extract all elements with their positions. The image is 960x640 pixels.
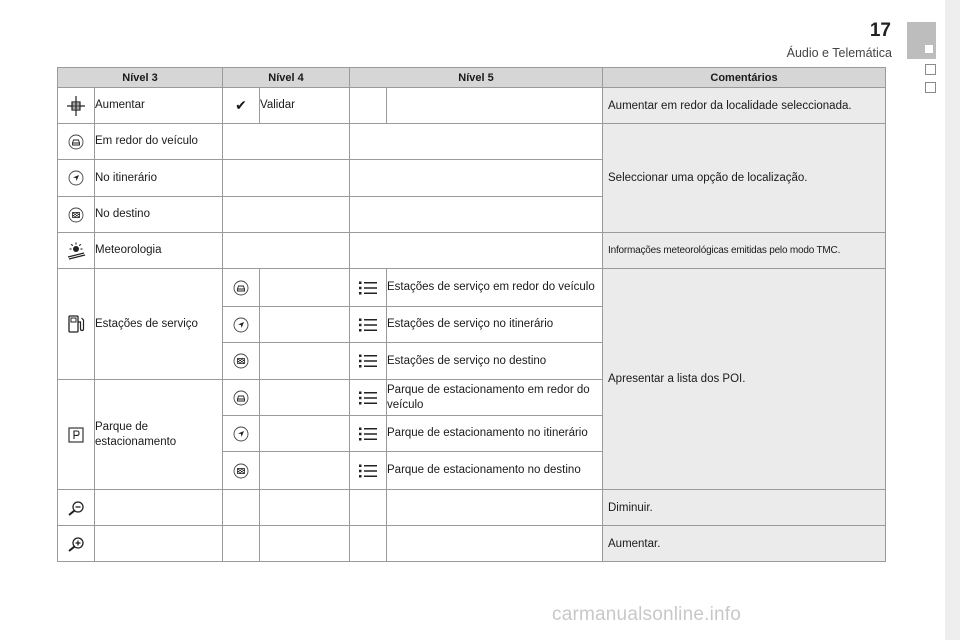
list-icon bbox=[350, 416, 387, 452]
fuel-pump-icon bbox=[58, 269, 95, 380]
comment-cell: Diminuir. bbox=[603, 490, 886, 526]
option-label[interactable]: Estações de serviço em redor do veículo bbox=[387, 269, 603, 307]
comment-cell: Aumentar em redor da localidade seleccionada. bbox=[603, 88, 886, 124]
route-arrow-icon bbox=[223, 307, 260, 343]
table-row bbox=[58, 490, 886, 526]
option-label[interactable]: Parque de estacionamento no itinerário bbox=[387, 416, 603, 452]
header-level4: Nível 4 bbox=[223, 68, 350, 88]
route-arrow-icon bbox=[58, 160, 95, 197]
zoom-map-icon bbox=[58, 88, 95, 124]
zoom-in-icon bbox=[58, 526, 95, 562]
list-icon bbox=[350, 343, 387, 380]
comment-cell: Informações meteorológicas emitidas pelo modo TMC. bbox=[603, 233, 886, 269]
comment-cell: Aumentar. bbox=[603, 526, 886, 562]
option-label[interactable]: Parque de estacionamento bbox=[95, 380, 223, 490]
comment-cell: Seleccionar uma opção de localização. bbox=[603, 124, 886, 233]
zoom-out-icon bbox=[58, 490, 95, 526]
header-comments: Comentários bbox=[603, 68, 886, 88]
option-label[interactable]: No itinerário bbox=[95, 160, 223, 197]
table-row bbox=[58, 124, 886, 160]
table-row bbox=[58, 269, 886, 307]
weather-icon bbox=[58, 233, 95, 269]
option-label[interactable]: Aumentar bbox=[95, 88, 223, 124]
comment-cell: Apresentar a lista dos POI. bbox=[603, 269, 886, 490]
route-arrow-icon bbox=[223, 416, 260, 452]
list-icon bbox=[350, 380, 387, 416]
table-row bbox=[58, 88, 886, 124]
page-number: 17 bbox=[869, 20, 891, 41]
watermark: carmanualsonline.info bbox=[552, 604, 742, 625]
list-icon bbox=[350, 269, 387, 307]
car-front-icon bbox=[223, 269, 260, 307]
section-title: Áudio e Telemática bbox=[786, 46, 892, 60]
header-level3: Nível 3 bbox=[58, 68, 223, 88]
table-header-row bbox=[58, 68, 886, 88]
chapter-marker[interactable] bbox=[925, 64, 936, 75]
chapter-marker[interactable] bbox=[925, 82, 936, 93]
option-label[interactable]: Em redor do veículo bbox=[95, 124, 223, 160]
menu-table bbox=[57, 67, 886, 562]
chapter-tab[interactable] bbox=[907, 22, 936, 59]
list-icon bbox=[350, 452, 387, 490]
header-level5: Nível 5 bbox=[350, 68, 603, 88]
validate-label[interactable]: Validar bbox=[260, 88, 350, 124]
option-label[interactable]: Parque de estacionamento em redor do veículo bbox=[387, 380, 603, 416]
option-label[interactable]: Estações de serviço no destino bbox=[387, 343, 603, 380]
destination-flag-icon bbox=[223, 343, 260, 380]
page-edge-strip bbox=[945, 0, 960, 640]
parking-icon bbox=[58, 380, 95, 490]
check-icon: ✔ bbox=[223, 88, 260, 124]
car-front-icon bbox=[58, 124, 95, 160]
option-label[interactable]: Parque de estacionamento no destino bbox=[387, 452, 603, 490]
table-row bbox=[58, 233, 886, 269]
table-row bbox=[58, 526, 886, 562]
option-label[interactable]: Estações de serviço no itinerário bbox=[387, 307, 603, 343]
option-label[interactable]: No destino bbox=[95, 197, 223, 233]
car-front-icon bbox=[223, 380, 260, 416]
destination-flag-icon bbox=[223, 452, 260, 490]
destination-flag-icon bbox=[58, 197, 95, 233]
option-label[interactable]: Meteorologia bbox=[95, 233, 223, 269]
option-label[interactable]: Estações de serviço bbox=[95, 269, 223, 380]
list-icon bbox=[350, 307, 387, 343]
